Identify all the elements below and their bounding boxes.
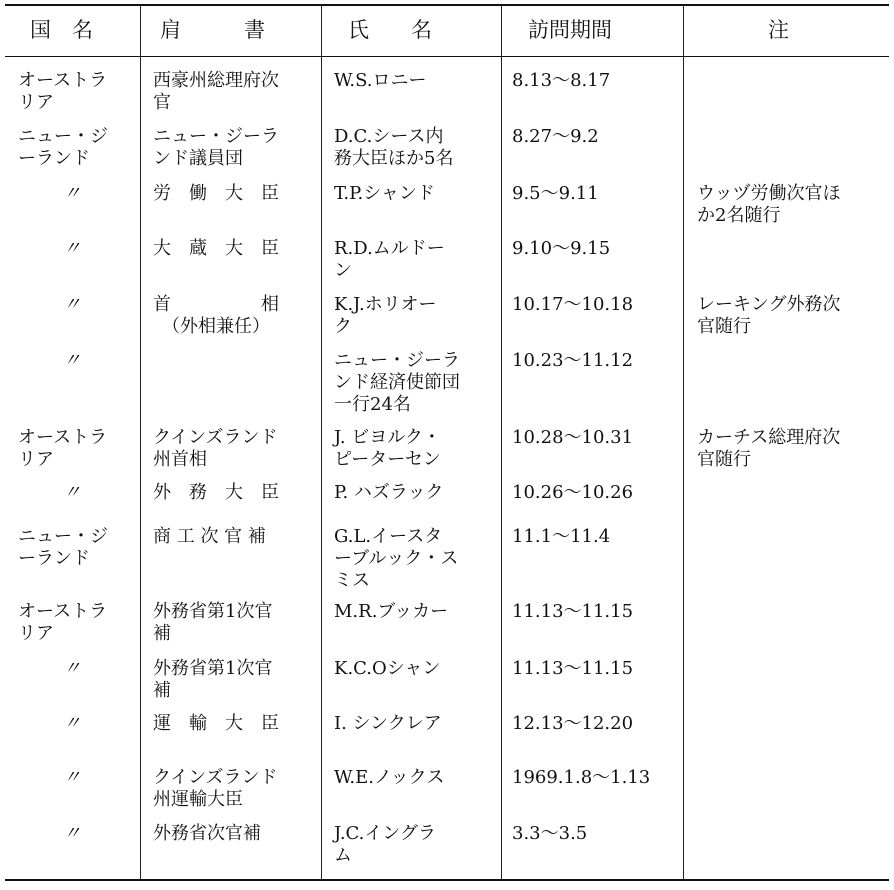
cell-title: 外務省第1次官 補: [153, 601, 273, 644]
cell-country: ニュー・ジ ーランド: [18, 126, 108, 169]
header-country: 国 名: [30, 18, 93, 42]
cell-name: K.C.Oシャン: [334, 658, 441, 679]
cell-period: 9.10～9.15: [512, 238, 611, 259]
cell-name: G.L.イースタ ーブルック・ス ミス: [334, 526, 459, 591]
cell-title: 外務省第1次官 補: [153, 658, 273, 701]
cell-name: ニュー・ジーラ ンド経済使節団 一行24名: [334, 350, 460, 415]
cell-country: 〃: [63, 238, 81, 259]
top-rule: [5, 4, 889, 6]
cell-name: T.P.シャンド: [334, 183, 435, 204]
cell-country: ニュー・ジ ーランド: [18, 526, 108, 569]
cell-period: 11.1～11.4: [512, 526, 611, 547]
cell-name: D.C.シース内 務大臣ほか5名: [334, 126, 454, 169]
cell-country: 〃: [63, 658, 81, 679]
bottom-rule: [5, 879, 889, 881]
cell-period: 1969.1.8～1.13: [512, 767, 651, 788]
cell-period: 10.28～10.31: [512, 427, 634, 448]
column-divider: [501, 6, 502, 879]
cell-name: I. シンクレア: [334, 713, 442, 734]
cell-country: 〃: [63, 767, 81, 788]
column-divider: [683, 6, 684, 879]
cell-title: 外務省次官補: [153, 823, 261, 844]
cell-period: 9.5～9.11: [512, 183, 599, 204]
cell-period: 3.3～3.5: [512, 823, 588, 844]
cell-period: 12.13～12.20: [512, 713, 634, 734]
cell-title: 外 務 大 臣: [153, 482, 279, 503]
cell-name: J. ビヨルク・ ピーターセン: [334, 427, 441, 470]
cell-name: K.J.ホリオー ク: [334, 294, 437, 337]
cell-country: 〃: [63, 294, 81, 315]
cell-title: 労 働 大 臣: [153, 183, 279, 204]
column-divider: [140, 6, 141, 879]
cell-name: P. ハズラック: [334, 482, 444, 503]
cell-period: 11.13～11.15: [512, 658, 634, 679]
cell-country: オーストラ リア: [18, 70, 108, 113]
cell-title: 大 蔵 大 臣: [153, 238, 279, 259]
cell-country: 〃: [63, 350, 81, 371]
cell-country: 〃: [63, 713, 81, 734]
cell-name: W.E.ノックス: [334, 767, 445, 788]
cell-period: 10.23～11.12: [512, 350, 634, 371]
cell-country: 〃: [63, 183, 81, 204]
cell-period: 10.17～10.18: [512, 294, 634, 315]
header-notes: 注: [768, 18, 789, 42]
cell-name: M.R.ブッカー: [334, 601, 449, 622]
cell-country: 〃: [63, 482, 81, 503]
header-title: 肩 書: [160, 18, 265, 42]
cell-country: 〃: [63, 823, 81, 844]
cell-title: クインズランド 州運輸大臣: [153, 767, 278, 810]
cell-period: 11.13～11.15: [512, 601, 634, 622]
header-period: 訪問期間: [528, 18, 612, 42]
cell-title: ニュー・ジーラ ンド議員団: [153, 126, 279, 169]
cell-country: オーストラ リア: [18, 427, 108, 470]
cell-title: 西豪州総理府次 官: [153, 70, 279, 113]
cell-notes: レーキング外務次 官随行: [697, 294, 841, 337]
column-divider: [321, 6, 322, 879]
cell-title: 商 工 次 官 補: [153, 526, 266, 547]
cell-period: 10.26～10.26: [512, 482, 634, 503]
cell-period: 8.13～8.17: [512, 70, 611, 91]
cell-notes: カーチス総理府次 官随行: [697, 427, 841, 470]
cell-name: R.D.ムルドー ン: [334, 238, 445, 281]
cell-name: W.S.ロニー: [334, 70, 427, 91]
header-name: 氏 名: [348, 18, 432, 42]
cell-period: 8.27～9.2: [512, 126, 599, 147]
cell-title: クインズランド 州首相: [153, 427, 278, 470]
cell-title: 首 相 （外相兼任）: [153, 294, 279, 337]
header-rule: [5, 56, 889, 57]
cell-notes: ウッヅ労働次官ほ か2名随行: [697, 183, 841, 226]
cell-country: オーストラ リア: [18, 601, 108, 644]
cell-title: 運 輸 大 臣: [153, 713, 279, 734]
cell-name: J.C.イングラ ム: [334, 823, 437, 866]
